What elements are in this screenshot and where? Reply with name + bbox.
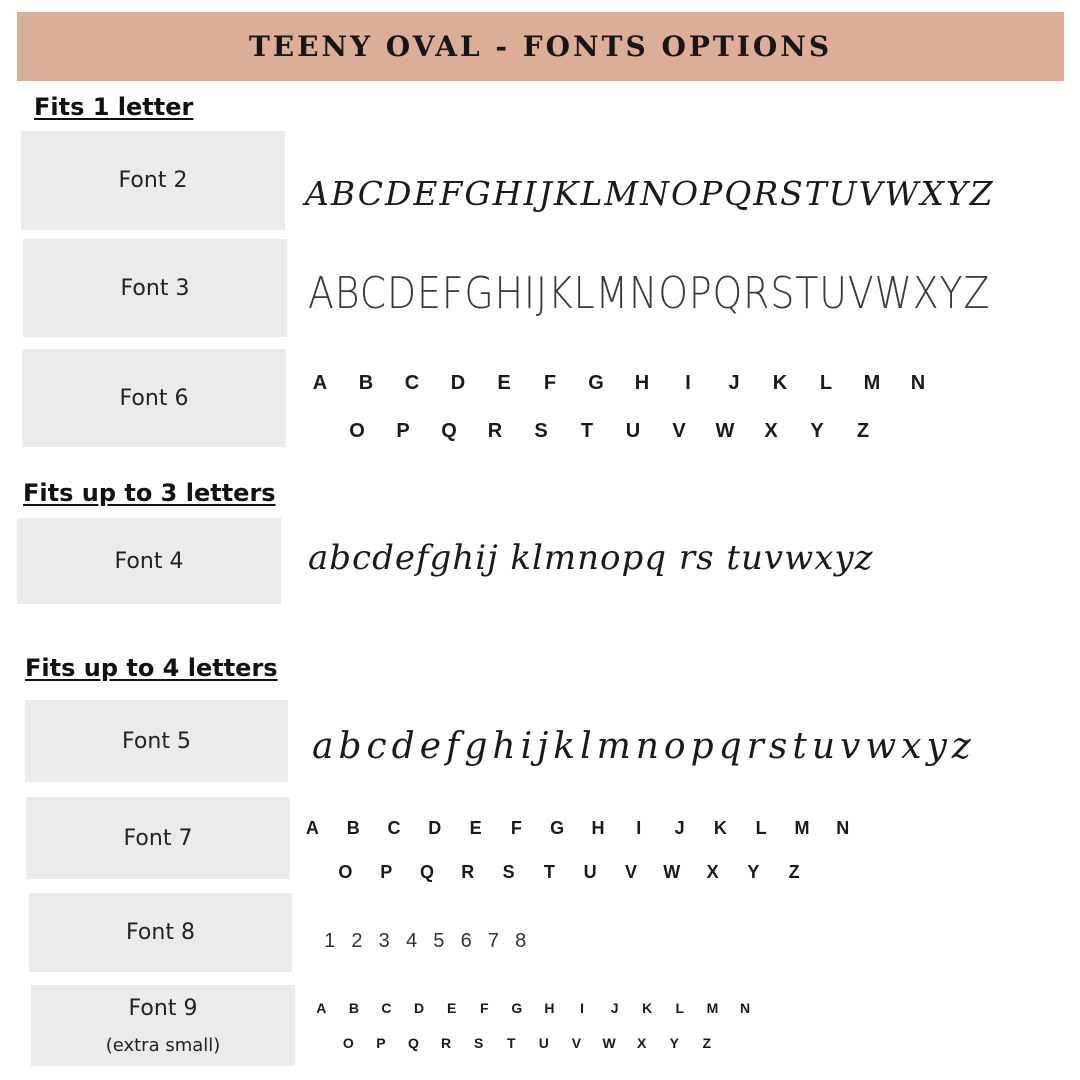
font-label-box — [29, 893, 292, 972]
sample-glyph: Q — [419, 862, 434, 882]
sample-glyph: R — [461, 862, 475, 882]
section-heading-3-letters: Fits up to 3 letters — [23, 479, 276, 507]
sample-glyph: D — [414, 1000, 425, 1016]
sample-glyph: N — [739, 1000, 751, 1016]
font-label: Font 6 — [119, 385, 189, 411]
sample-glyph: H — [634, 372, 650, 394]
sample-glyph: Q — [408, 1035, 419, 1051]
sample-glyph: W — [663, 862, 681, 882]
font-label-box — [26, 797, 290, 879]
font-label-box — [25, 700, 288, 782]
sample-glyph: V — [571, 1035, 582, 1051]
sample-glyph: 3 — [378, 930, 390, 952]
section-heading-4-letters: Fits up to 4 letters — [25, 654, 278, 682]
sample-glyph: D — [450, 372, 466, 394]
sample-glyph: H — [544, 1000, 555, 1016]
sample-glyph: U — [538, 1035, 549, 1051]
sample-glyph: R — [441, 1035, 452, 1051]
sample-glyph: J — [728, 372, 740, 394]
sample-glyph: R — [487, 420, 503, 442]
font-sample: ABCDEFGHIJKLMNOPQRSTUVWXYZ — [308, 268, 991, 319]
sample-glyph: V — [624, 862, 637, 882]
sample-glyph: N — [910, 372, 926, 394]
sample-glyph: C — [404, 372, 420, 394]
font-sample-row — [334, 420, 886, 443]
sample-glyph: G — [550, 818, 565, 838]
font-sample: ABCDEFGHIJKLMNOPQRSTUVWXYZ — [305, 174, 995, 213]
sample-glyph: Y — [747, 862, 760, 882]
font-label-box — [31, 985, 295, 1066]
sample-glyph: L — [819, 372, 833, 394]
sample-glyph: D — [428, 818, 442, 838]
sample-glyph: K — [642, 1000, 653, 1016]
font-label-box — [22, 349, 286, 447]
font-sample-row — [292, 818, 863, 839]
page-title: TEENY OVAL - FONTS OPTIONS — [248, 30, 833, 63]
sample-glyph: T — [506, 1035, 516, 1051]
font-label-box — [17, 518, 281, 604]
sample-glyph: X — [706, 862, 719, 882]
sample-glyph: P — [376, 1035, 386, 1051]
sample-glyph: 2 — [351, 930, 363, 952]
sample-glyph: C — [387, 818, 401, 838]
sample-glyph: E — [469, 818, 482, 838]
sample-glyph: H — [591, 818, 605, 838]
sample-glyph: M — [794, 818, 810, 838]
sample-glyph: G — [511, 1000, 523, 1016]
sample-glyph: I — [636, 818, 642, 838]
font-sample: abcdefghijklmnopqrstuvwxyz — [312, 726, 976, 767]
sample-glyph: 1 — [324, 930, 336, 952]
title-banner — [17, 12, 1064, 81]
sample-glyph: U — [625, 420, 641, 442]
sample-glyph: O — [342, 1035, 354, 1051]
sample-glyph: W — [715, 420, 735, 442]
sample-glyph: X — [636, 1035, 647, 1051]
sample-glyph: Y — [669, 1035, 679, 1051]
sample-glyph: A — [305, 818, 319, 838]
font-label: Font 4 — [114, 548, 184, 574]
sample-glyph: J — [610, 1000, 619, 1016]
sample-glyph: N — [836, 818, 850, 838]
sample-glyph: L — [755, 818, 767, 838]
sample-glyph: K — [713, 818, 727, 838]
font-label: Font 2 — [118, 168, 188, 193]
sample-glyph: C — [381, 1000, 392, 1016]
sample-glyph: Z — [856, 420, 870, 442]
sample-glyph: Q — [441, 420, 457, 442]
font-label: Font 8 — [126, 920, 195, 945]
sample-glyph: Z — [788, 862, 800, 882]
sample-glyph: S — [502, 862, 515, 882]
sample-glyph: 5 — [433, 930, 445, 952]
sample-glyph: A — [312, 372, 328, 394]
sample-glyph: J — [674, 818, 685, 838]
sample-glyph: W — [602, 1035, 616, 1051]
sample-glyph: 4 — [405, 930, 418, 952]
sample-glyph: F — [510, 818, 522, 838]
sample-glyph: T — [580, 420, 594, 442]
sample-glyph: E — [497, 372, 511, 394]
sample-glyph: T — [543, 862, 555, 882]
sample-glyph: S — [534, 420, 548, 442]
sample-glyph: M — [706, 1000, 719, 1016]
font-label-box — [21, 131, 285, 230]
sample-glyph: S — [474, 1035, 484, 1051]
font-label: Font 5 — [122, 728, 191, 754]
sample-glyph: P — [396, 420, 410, 442]
font-label-box — [23, 239, 287, 337]
sample-glyph: O — [349, 420, 365, 442]
font-sample-row — [297, 372, 941, 395]
sample-glyph: X — [764, 420, 778, 442]
font-sample-row — [316, 930, 534, 953]
sample-glyph: A — [316, 1000, 327, 1016]
sample-glyph: 6 — [460, 930, 472, 952]
font-sample-row — [305, 1000, 761, 1016]
font-sample-row — [332, 1035, 723, 1051]
sample-glyph: O — [338, 862, 353, 882]
sample-glyph: Y — [810, 420, 824, 442]
sample-glyph: V — [672, 420, 686, 442]
font-sample: abcdefghij klmnopq rs tuvwxyz — [308, 538, 874, 578]
section-heading-1-letter: Fits 1 letter — [34, 93, 194, 121]
sample-glyph: K — [772, 372, 788, 394]
sample-glyph: B — [348, 1000, 359, 1016]
font-label: Font 3 — [120, 275, 190, 301]
sample-glyph: E — [447, 1000, 457, 1016]
font-sample-row — [325, 862, 815, 883]
sample-glyph: I — [580, 1000, 584, 1016]
sample-glyph: Z — [702, 1035, 712, 1051]
font-label: Font 7 — [123, 825, 193, 851]
sample-glyph: L — [675, 1000, 685, 1016]
sample-glyph: F — [479, 1000, 489, 1016]
sample-glyph: B — [346, 818, 360, 838]
font-note: (extra small) — [105, 1034, 221, 1056]
sample-glyph: G — [588, 372, 604, 394]
sample-glyph: U — [583, 862, 597, 882]
sample-glyph: M — [863, 372, 881, 394]
sample-glyph: 7 — [487, 930, 499, 952]
sample-glyph: B — [358, 372, 374, 394]
sample-glyph: F — [543, 372, 557, 394]
sample-glyph: 8 — [515, 930, 527, 952]
sample-glyph: P — [380, 862, 393, 882]
font-label: Font 9 — [128, 995, 198, 1021]
sample-glyph: I — [685, 372, 691, 394]
